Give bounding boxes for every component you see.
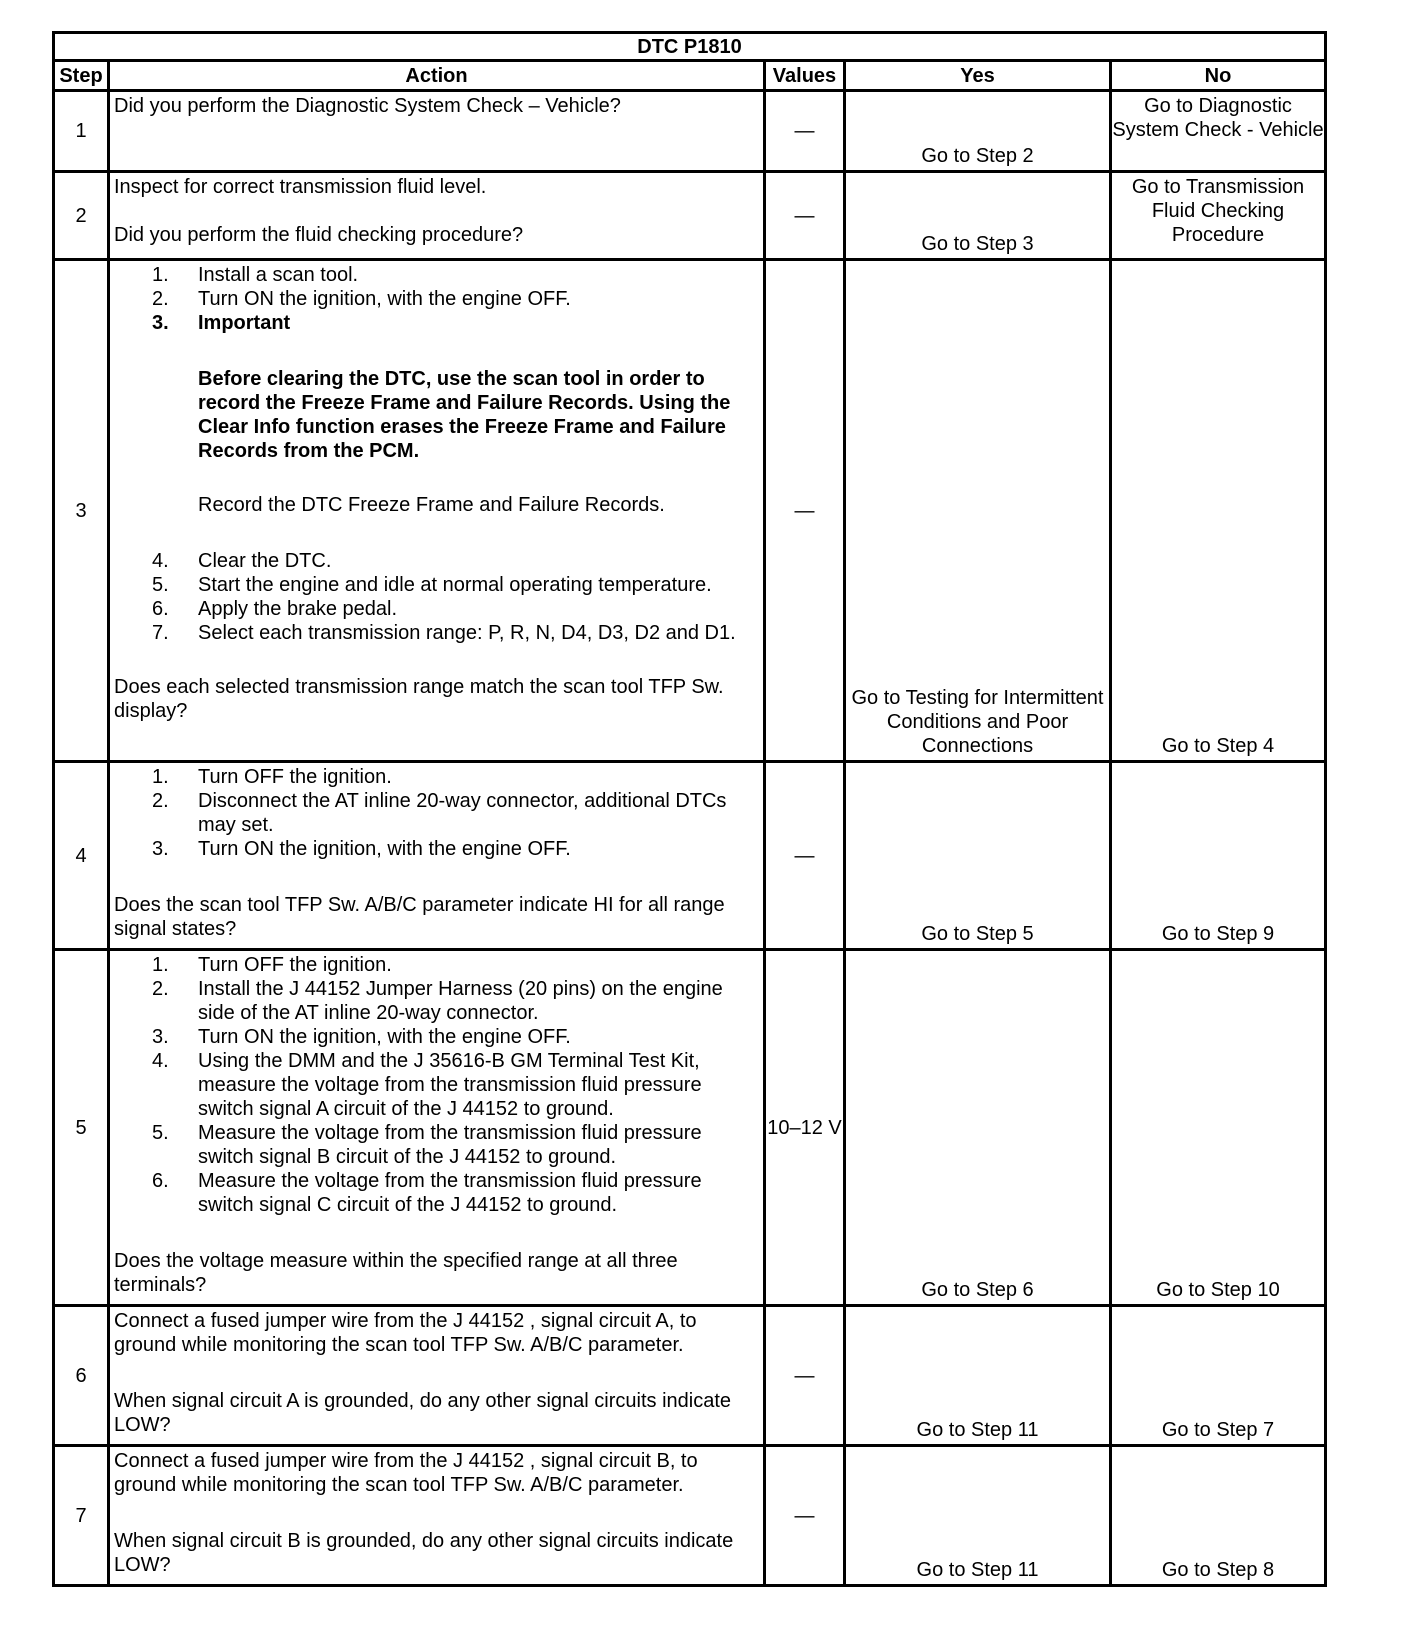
- action-intro: Connect a fused jumper wire from the J 44152 , signal circuit A, to ground while monitoring the scan tool TFP Sw. A/B/C parameter.: [114, 1310, 697, 1356]
- no-cell: Go to Step 9: [1111, 762, 1326, 950]
- header-values: Values: [765, 61, 845, 91]
- action-question: Does the scan tool TFP Sw. A/B/C parameter indicate HI for all range signal states?: [114, 894, 725, 940]
- action-note: Record the DTC Freeze Frame and Failure Records.: [198, 494, 665, 516]
- list-item: 6. Apply the brake pedal.: [152, 598, 398, 620]
- action-question: Does the voltage measure within the specified range at all three terminals?: [114, 1250, 678, 1296]
- no-cell: Go to Transmission Fluid Checking Procedure: [1111, 172, 1326, 260]
- list-item: 1. Turn OFF the ignition.: [152, 954, 392, 976]
- action-question: Does each selected transmission range match the scan tool TFP Sw. display?: [114, 676, 724, 722]
- action-question: Did you perform the Diagnostic System Check – Vehicle?: [114, 95, 621, 117]
- header-step: Step: [54, 61, 109, 91]
- action-cell: [109, 91, 765, 172]
- yes-cell: Go to Step 2: [845, 91, 1111, 172]
- list-item: 3. Important Before clearing the DTC, use the scan tool in order to record the Freeze Frame and Failure Records. Using the Clear Info function erases the Freeze Frame and Failure Records from the PCM. Record the DTC Freeze Frame and Failure Records.: [114, 311, 757, 549]
- table-title: DTC P1810: [54, 33, 1326, 61]
- step-number: 6: [54, 1306, 109, 1446]
- table-row: [54, 762, 1326, 950]
- list-item: 6. Measure the voltage from the transmission fluid pressure switch signal C circuit of the J 44152 to ground.: [152, 1170, 702, 1216]
- value-cell: —: [765, 260, 845, 762]
- action-cell: [109, 1306, 765, 1446]
- header-yes: Yes: [845, 61, 1111, 91]
- action-cell: [109, 260, 765, 762]
- list-item: 2. Disconnect the AT inline 20-way connector, additional DTCs may set.: [152, 790, 727, 836]
- important-note: Before clearing the DTC, use the scan tool in order to record the Freeze Frame and Failure Records. Using the Clear Info function erases the Freeze Frame and Failure Records from the PCM.: [198, 368, 731, 462]
- no-cell: Go to Step 4: [1111, 260, 1326, 762]
- step-number: 4: [54, 762, 109, 950]
- value-cell: —: [765, 1306, 845, 1446]
- step-number: 2: [54, 172, 109, 260]
- yes-cell: Go to Step 6: [845, 950, 1111, 1306]
- value-cell: 10–12 V: [765, 950, 845, 1306]
- step-number: 7: [54, 1446, 109, 1586]
- value-cell: —: [765, 762, 845, 950]
- value-cell: —: [765, 91, 845, 172]
- list-item: 4. Clear the DTC.: [152, 550, 332, 572]
- value-cell: —: [765, 1446, 845, 1586]
- action-steps: [114, 953, 757, 1217]
- no-cell: Go to Step 8: [1111, 1446, 1326, 1586]
- table-row: [54, 91, 1326, 172]
- action-cell: [109, 1446, 765, 1586]
- list-item: 3. Turn ON the ignition, with the engine OFF.: [152, 1026, 571, 1048]
- yes-cell: Go to Step 3: [845, 172, 1111, 260]
- step-number: 5: [54, 950, 109, 1306]
- action-cell: [109, 172, 765, 260]
- dtc-table: [52, 31, 1327, 1587]
- action-intro: Inspect for correct transmission fluid level.: [114, 176, 487, 198]
- list-item: 2. Install the J 44152 Jumper Harness (20 pins) on the engine side of the AT inline 20-way connector.: [152, 978, 723, 1024]
- header-no: No: [1111, 61, 1326, 91]
- action-steps: [114, 263, 757, 645]
- no-cell: Go to Diagnostic System Check - Vehicle: [1111, 91, 1326, 172]
- list-item: 1. Install a scan tool.: [152, 264, 359, 286]
- action-intro: Connect a fused jumper wire from the J 44152 , signal circuit B, to ground while monitoring the scan tool TFP Sw. A/B/C parameter.: [114, 1450, 698, 1496]
- yes-cell: Go to Testing for Intermittent Conditions and Poor Connections: [845, 260, 1111, 762]
- yes-cell: Go to Step 5: [845, 762, 1111, 950]
- table-row: [54, 172, 1326, 260]
- step-number: 3: [54, 260, 109, 762]
- action-question: Did you perform the fluid checking procedure?: [114, 224, 524, 246]
- list-item: 4. Using the DMM and the J 35616-B GM Terminal Test Kit, measure the voltage from the transmission fluid pressure switch signal A circuit of the J 44152 to ground.: [152, 1050, 702, 1120]
- step-number: 1: [54, 91, 109, 172]
- list-item: 1. Turn OFF the ignition.: [152, 766, 392, 788]
- list-item: 2. Turn ON the ignition, with the engine OFF.: [152, 288, 571, 310]
- action-question: When signal circuit A is grounded, do any other signal circuits indicate LOW?: [114, 1390, 732, 1436]
- table-row: [54, 950, 1326, 1306]
- yes-cell: Go to Step 11: [845, 1446, 1111, 1586]
- table-row: [54, 260, 1326, 762]
- table-row: [54, 1306, 1326, 1446]
- header-action: Action: [109, 61, 765, 91]
- yes-cell: Go to Step 11: [845, 1306, 1111, 1446]
- action-question: When signal circuit B is grounded, do any other signal circuits indicate LOW?: [114, 1530, 734, 1576]
- list-item: 5. Start the engine and idle at normal operating temperature.: [152, 574, 712, 596]
- list-item: 3. Turn ON the ignition, with the engine OFF.: [152, 838, 571, 860]
- list-item: 7. Select each transmission range: P, R, N, D4, D3, D2 and D1.: [152, 622, 736, 644]
- list-item: 5. Measure the voltage from the transmission fluid pressure switch signal B circuit of the J 44152 to ground.: [152, 1122, 702, 1168]
- table-row: [54, 1446, 1326, 1586]
- action-steps: [114, 765, 757, 861]
- action-cell: [109, 950, 765, 1306]
- value-cell: —: [765, 172, 845, 260]
- action-cell: [109, 762, 765, 950]
- no-cell: Go to Step 7: [1111, 1306, 1326, 1446]
- no-cell: Go to Step 10: [1111, 950, 1326, 1306]
